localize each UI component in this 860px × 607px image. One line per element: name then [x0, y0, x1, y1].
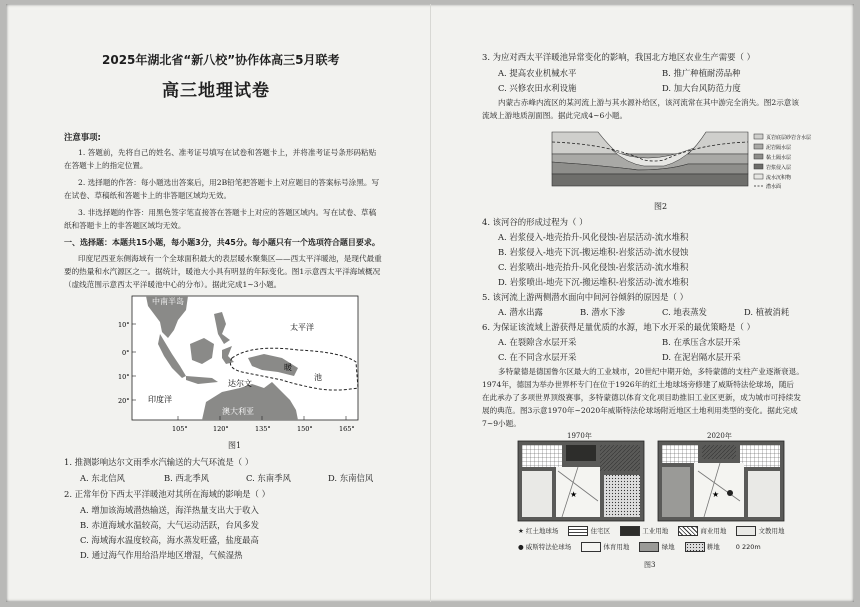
lat-tick-20s: 20°: [118, 397, 130, 405]
legend-residential: 住宅区: [590, 527, 611, 535]
notice-line-2: 在答题卡上的指定位置。: [64, 161, 148, 170]
fig2-legend-mudstone: 泥岩隔水层: [766, 145, 792, 151]
q5-stem: 5. 该河流上游两侧潜水面向中间河谷倾斜的原因是（ ）: [482, 292, 688, 302]
legend-industrial-swatch: [620, 526, 640, 536]
lat-tick-10s: 10°: [118, 373, 130, 381]
legend-residential-swatch: [568, 526, 588, 536]
layer-magma: [552, 174, 748, 186]
label-australia: 澳大利亚: [222, 407, 254, 416]
q3-option-a: A. 提高农业机械水平: [498, 68, 577, 78]
intro-line-3: （虚线范围示意西太平洋暖池中心的分布）。据此完成1~3小题。: [64, 280, 282, 289]
marker-2020-westfalen-stadium: [727, 490, 733, 496]
q3-option-b: B. 推广种植耐涝品种: [662, 68, 741, 78]
zone-2020-green: [662, 467, 690, 517]
q1-option-b: B. 西北季风: [164, 473, 209, 483]
q5-option-a: A. 潜水出露: [498, 307, 543, 317]
label-indian-ocean: 印度洋: [148, 395, 172, 404]
legend-green-swatch: [639, 542, 659, 552]
legend-scale-bar: 0 220m: [735, 543, 761, 551]
legend-red-earth-stadium: 红土地球场: [525, 527, 559, 535]
lon-tick-150: 150°: [297, 425, 313, 433]
q3-stem: 3. 为应对西太平洋暖池异常变化的影响，我国北方地区农业生产需要（ ）: [482, 52, 755, 62]
q4-stem: 4. 该河谷的形成过程为（ ）: [482, 217, 588, 227]
q4-option-d: D. 岩浆喷出-地壳下沉-搬运堆积-岩浆活动-流水堆积: [498, 277, 689, 287]
intro2-line-1: 内蒙古赤峰内流区的某河流上游与其水源补给区，该河流常在其中游完全消失。图2示意该: [498, 98, 799, 107]
fig3-legend-row-1: [518, 526, 785, 536]
legend-green: 绿地: [661, 543, 675, 551]
intro3-line-4: 展的典范。图3示意1970年~2020年威斯特法伦球场附近地区土地利用类型的变化。据此完成: [482, 406, 798, 415]
left-page: [6, 4, 430, 602]
lat-tick-10n: 10°: [118, 321, 130, 329]
q2-option-d: D. 通过海气作用给沿岸地区增湿，气候湿热: [80, 550, 243, 560]
q4-option-b: B. 岩浆侵入-地壳下沉-搬运堆积-岩浆活动-流水侵蚀: [498, 247, 689, 257]
q4-option-c: C. 岩浆喷出-地壳抬升-风化侵蚀-岩浆活动-流水堆积: [498, 262, 689, 272]
figure-1-caption: 图1: [228, 441, 242, 450]
fig3-year-1970: 1970年: [567, 432, 592, 440]
fig2-legend-alluvium: 流水沉积物: [766, 175, 792, 181]
q6-option-a: A. 在裂隙含水层开采: [498, 337, 577, 347]
legend-education: 文教用地: [758, 527, 785, 535]
label-pacific: 太平洋: [290, 323, 314, 332]
zone-1970-industrial: [566, 445, 596, 461]
legend-education-swatch: [736, 526, 756, 536]
notice-line-6: 纸和答题卡上的非答题区域均无效。: [64, 221, 186, 230]
exam-sheet: [6, 4, 854, 602]
label-pool: 池: [314, 373, 322, 382]
intro3-line-5: 7~9小题。: [482, 419, 521, 428]
q1-stem: 1. 推测影响达尔文雨季水汽输送的大气环流是（ ）: [64, 457, 254, 467]
exam-subject: 高三地理试卷: [162, 81, 270, 101]
q5-option-b: B. 潜水下渗: [580, 307, 625, 317]
notice-line-1: 1. 答题前，先将自己的姓名、准考证号填写在试卷和答题卡上，并将准考证号条形码粘贴: [78, 148, 377, 157]
zone-1970-farmland: [604, 475, 640, 517]
q2-option-a: A. 增加该海域潜热输送，海洋热量支出大于收入: [80, 505, 259, 515]
q6-option-b: B. 在承压含水层开采: [662, 337, 741, 347]
legend-farmland: 耕地: [706, 543, 720, 551]
lon-tick-135: 135°: [255, 425, 271, 433]
q3-option-d: D. 加大台风防范力度: [662, 83, 741, 93]
lon-tick-120: 120°: [213, 425, 229, 433]
q6-option-c: C. 在不同含水层开采: [498, 352, 577, 362]
fig2-legend-clay: 黏土隔水层: [766, 155, 792, 161]
q2-option-c: C. 海域海水温度较高，海水蒸发旺盛，盐度最高: [80, 535, 259, 545]
figure-1-map: [102, 292, 372, 436]
zone-2020-residential: [662, 445, 698, 463]
q5-option-c: C. 地表蒸发: [662, 307, 707, 317]
intro-line-1: 印度尼西亚东侧海域有一个全球面积最大的表层暖水聚集区——西太平洋暖池，是现代最重: [78, 254, 382, 263]
q3-option-c: C. 兴修农田水利设施: [498, 83, 577, 93]
lat-tick-0: 0°: [122, 349, 130, 357]
zone-2020-residential-2: [740, 445, 780, 467]
q2-option-b: B. 赤道海域水温较高，大气运动活跃，台风多发: [80, 520, 259, 530]
zone-1970-education: [522, 471, 552, 517]
section-heading: 一、选择题：本题共15小题，每小题3分，共45分。每小题只有一个选项符合题目要求。: [64, 238, 380, 247]
label-warm: 暖: [284, 363, 292, 372]
intro3-line-3: 在此承办了多项世界顶级赛事，多特蒙德以体育文化项目助推旧工业区更新，成为城市可持续发: [482, 393, 801, 402]
q1-option-d: D. 东南信风: [328, 473, 374, 483]
q5-option-d: D. 植被消耗: [744, 307, 790, 317]
legend-sports: 体育用地: [603, 543, 630, 551]
marker-1970-red-earth-stadium: ★: [570, 490, 578, 499]
figure-2-cross-section: [548, 126, 812, 198]
q6-option-d: D. 在泥岩隔水层开采: [662, 352, 741, 362]
intro3-line-2: 1974年，德国为举办世界杯专门在位于1926年的红土地球场旁修建了威斯特法伦球场，随后: [482, 380, 795, 389]
fig2-legend-water-table: 潜水面: [766, 184, 782, 190]
zone-2020-commercial: [702, 445, 736, 459]
intro-line-2: 要的热量和水汽源区之一。据统计，暖池大小具有明显的年际变化。图1示意西太平洋海域概况: [64, 267, 381, 276]
fig3-map-2020: [658, 441, 784, 521]
lon-tick-105: 105°: [172, 425, 188, 433]
notice-heading: 注意事项:: [64, 132, 101, 142]
zone-1970-residential: [522, 445, 562, 467]
lon-tick-165: 165°: [339, 425, 355, 433]
legend-westfalen-stadium: 威斯特法伦球场: [525, 543, 572, 551]
intro2-line-2: 流域上游地质剖面图。据此完成4~6小题。: [482, 111, 628, 120]
q2-stem: 2. 正常年份下西太平洋暖池对其所在海域的影响是（ ）: [64, 489, 270, 499]
zone-1970-commercial: [600, 445, 640, 471]
legend-dot-icon: ●: [518, 543, 526, 551]
notice-line-3: 2. 选择题的作答：每小题选出答案后，用2B铅笔把答题卡上对应题目的答案标号涂黑。写: [78, 178, 380, 187]
q4-option-a: A. 岩浆侵入-地壳抬升-风化侵蚀-岩层活动-流水堆积: [498, 232, 689, 242]
label-darwin: 达尔文: [228, 379, 252, 388]
notice-line-4: 在试卷、草稿纸和答题卡上的非答题区域均无效。: [64, 191, 232, 200]
fig2-legend-magma: 岩浆侵入层: [766, 165, 792, 171]
legend-industrial: 工业用地: [642, 527, 669, 535]
legend-commercial: 商业用地: [700, 527, 727, 535]
zone-2020-education: [748, 471, 780, 517]
q6-stem: 6. 为保证该流域上游获得足量优质的水源，地下水开采的最优策略是（ ）: [482, 322, 755, 332]
legend-sports-swatch: [581, 542, 601, 552]
notice-line-5: 3. 非选择题的作答：用黑色签字笔直接答在答题卡上对应的答题区域内。写在试卷、草稿: [78, 208, 377, 217]
legend-farmland-swatch: [685, 542, 705, 552]
right-page: [430, 4, 854, 602]
fig3-year-2020: 2020年: [707, 432, 732, 440]
figure-2-caption: 图2: [654, 202, 668, 211]
q1-option-a: A. 东北信风: [80, 473, 125, 483]
legend-commercial-swatch: [678, 526, 698, 536]
marker-2020-red-earth-stadium: ★: [712, 490, 720, 499]
legend-star-icon: ★: [518, 527, 526, 535]
intro3-line-1: 多特蒙德是德国鲁尔区最大的工业城市，20世纪中期开始，多特蒙德的支柱产业逐渐衰退。: [498, 367, 804, 376]
fig3-legend-row-2: [518, 542, 761, 552]
figure-3-caption: 图3: [644, 561, 656, 569]
q1-option-c: C. 东南季风: [246, 473, 291, 483]
exam-title: 2025年湖北省“新八校”协作体高三5月联考: [102, 53, 340, 67]
fig2-legend-sandstone: 页岩底层砂岩含水层: [766, 135, 812, 141]
fig3-map-1970: [518, 441, 644, 521]
label-indochina: 中南半岛: [152, 297, 184, 306]
